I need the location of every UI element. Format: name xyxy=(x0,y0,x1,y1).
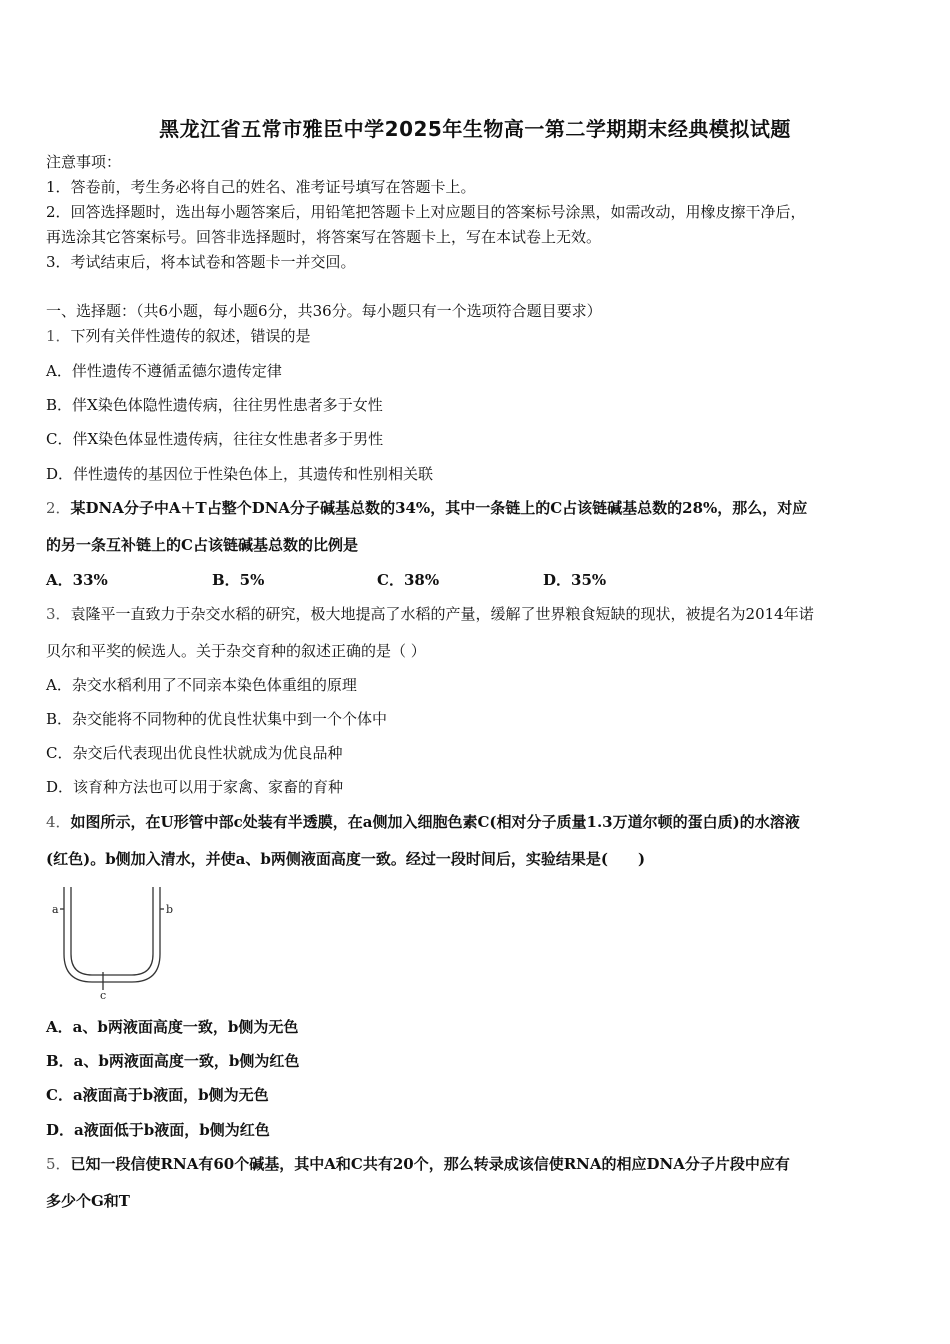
q3-stem-line2: 贝尔和平奖的候选人。关于杂交育种的叙述正确的是（ ） xyxy=(46,642,426,660)
notice-heading: 注意事项： xyxy=(46,153,122,171)
q4-option-d: D．a液面低于b液面，b侧为红色 xyxy=(46,1121,270,1139)
notice-item-3: 3．考试结束后，将本试卷和答题卡一并交回。 xyxy=(46,253,356,271)
q3-number: 3． xyxy=(46,605,71,623)
notice-item-1: 1．答卷前，考生务必将自己的姓名、准考证号填写在答题卡上。 xyxy=(46,178,476,196)
q4-option-a: A．a、b两液面高度一致，b侧为无色 xyxy=(46,1018,299,1036)
notice-item-2: 2．回答选择题时，选出每小题答案后，用铅笔把答题卡上对应题目的答案标号涂黑，如需改动，用橡皮擦干净后， xyxy=(46,203,806,221)
q4-stem-line2: (红色)。b侧加入清水，并使a、b两侧液面高度一致。经过一段时间后，实验结果是( ) xyxy=(46,850,646,868)
q2-option-b: B．5% xyxy=(212,571,265,589)
figure-label-c: c xyxy=(100,989,107,1000)
figure-label-b: b xyxy=(166,903,174,916)
q2-option-a: A．33% xyxy=(46,571,108,589)
u-tube-outer xyxy=(64,887,160,982)
q4-option-c: C．a液面高于b液面，b侧为无色 xyxy=(46,1086,269,1104)
q5-stem-line1 xyxy=(46,1154,790,1174)
q4-number: 4． xyxy=(46,813,71,831)
q2-number: 2． xyxy=(46,499,71,517)
u-tube-inner xyxy=(71,887,153,975)
q4-option-b: B．a、b两液面高度一致，b侧为红色 xyxy=(46,1052,300,1070)
q1-text: 下列有关伴性遗传的叙述，错误的是 xyxy=(70,327,311,345)
u-tube-figure xyxy=(46,882,176,1000)
q5-number: 5． xyxy=(46,1155,71,1173)
q3-option-c: C．杂交后代表现出优良性状就成为优良品种 xyxy=(46,744,343,762)
q1-option-c: C．伴X染色体显性遗传病，往往女性患者多于男性 xyxy=(46,430,384,448)
q2-option-d: D．35% xyxy=(543,571,607,589)
q5-stem-line2: 多少个G和T xyxy=(46,1192,130,1210)
q3-stem-line1 xyxy=(46,604,814,624)
q3-option-d: D．该育种方法也可以用于家禽、家畜的育种 xyxy=(46,778,344,796)
q3-option-a: A．杂交水稻利用了不同亲本染色体重组的原理 xyxy=(46,676,357,694)
q1-number: 1． xyxy=(46,327,71,345)
notice-item-2-cont: 再选涂其它答案标号。回答非选择题时，将答案写在答题卡上，写在本试卷上无效。 xyxy=(46,228,602,246)
q5-text-1: 已知一段信使RNA有60个碱基，其中A和C共有20个，那么转录成该信使RNA的相应DNA分子片段中应有 xyxy=(70,1155,790,1173)
q1-option-b: B．伴X染色体隐性遗传病，往往男性患者多于女性 xyxy=(46,396,383,414)
q1-option-d: D．伴性遗传的基因位于性染色体上，其遗传和性别相关联 xyxy=(46,465,434,483)
q4-text-1: 如图所示，在U形管中部c处装有半透膜，在a侧加入细胞色素C(相对分子质量1.3万道尔顿的蛋白质)的水溶液 xyxy=(70,813,800,831)
q2-text-1: 某DNA分子中A＋T占整个DNA分子碱基总数的34%，其中一条链上的C占该链碱基总数的28%，那么，对应 xyxy=(70,499,808,517)
q2-stem-line1 xyxy=(46,498,807,518)
section-heading: 一、选择题：（共6小题，每小题6分，共36分。每小题只有一个选项符合题目要求） xyxy=(46,302,602,320)
q4-stem-line1 xyxy=(46,812,800,832)
q2-option-c: C．38% xyxy=(377,571,440,589)
q2-stem-line2: 的另一条互补链上的C占该链碱基总数的比例是 xyxy=(46,536,358,554)
q1-stem xyxy=(46,326,311,346)
q1-option-a: A．伴性遗传不遵循孟德尔遗传定律 xyxy=(46,362,282,380)
q3-option-b: B．杂交能将不同物种的优良性状集中到一个个体中 xyxy=(46,710,388,728)
page-title: 黑龙江省五常市雅臣中学2025年生物高一第二学期期末经典模拟试题 xyxy=(159,117,791,141)
figure-label-a: a xyxy=(52,903,59,916)
q3-text-1: 袁隆平一直致力于杂交水稻的研究，极大地提高了水稻的产量，缓解了世界粮食短缺的现状，被提名为2014年诺 xyxy=(70,605,814,623)
